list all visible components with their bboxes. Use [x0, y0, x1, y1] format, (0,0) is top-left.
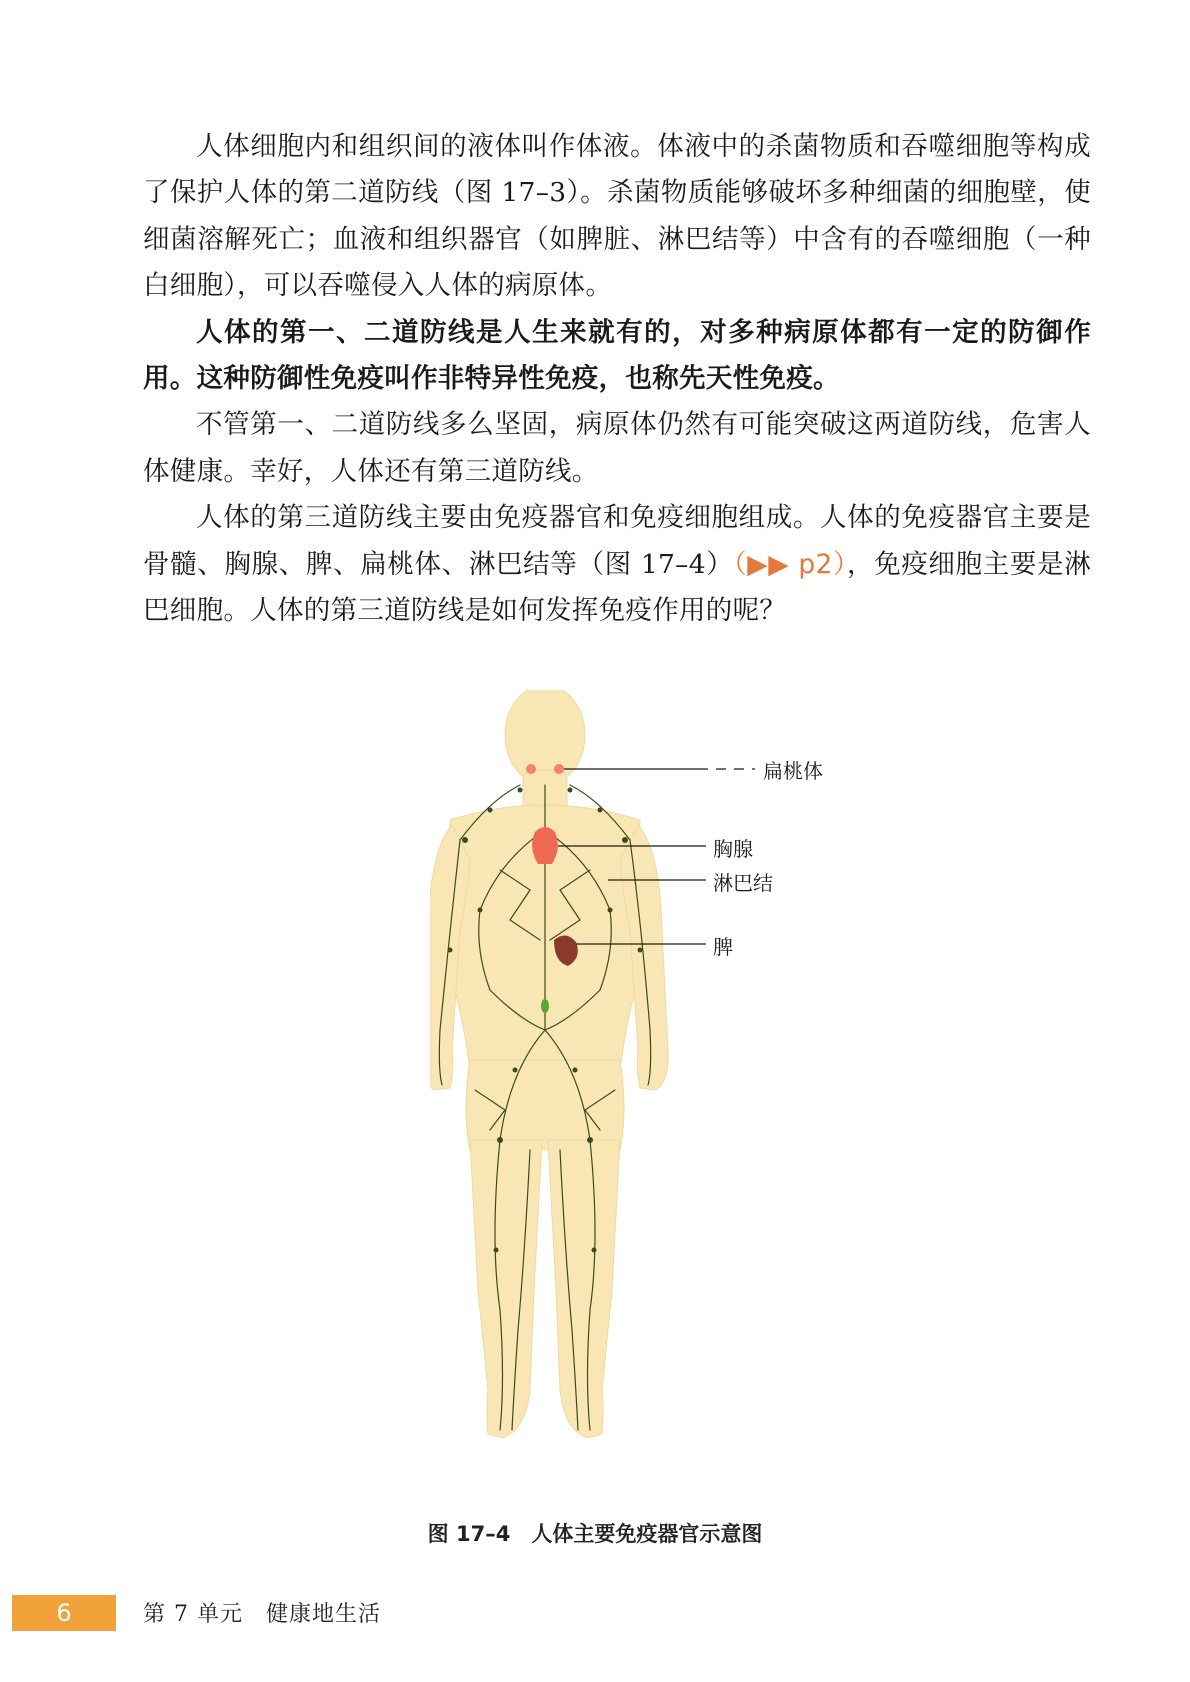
human-body-illustration — [430, 690, 850, 1490]
label-tonsil: 扁桃体 — [763, 759, 823, 783]
paragraph-4-after: ，免疫细胞主要是淋巴细胞。人体的第三道防线是如何发挥免疫作用的呢？ — [143, 548, 1091, 627]
paragraph-3: 不管第一、二道防线多么坚固，病原体仍然有可能突破这两道防线，危害人体健康。幸好，人体还有第三道防线。 — [143, 409, 1091, 487]
page-number: 6 — [56, 1599, 72, 1627]
body-silhouette — [430, 690, 668, 1438]
paragraph-4 — [143, 495, 1091, 634]
unit-title: 第 7 单元 健康地生活 — [143, 1602, 381, 1627]
body-text — [143, 124, 1091, 634]
lymph-node-green — [541, 999, 549, 1013]
label-thymus: 胸腺 — [713, 837, 753, 861]
paragraph-2: 人体的第一、二道防线是人生来就有的，对多种病原体都有一定的防御作用。这种防御性免疫叫作非特异性免疫，也称先天性免疫。 — [143, 316, 1091, 395]
figure-caption: 图 17–4 人体主要免疫器官示意图 — [427, 1522, 763, 1546]
immune-organs-figure — [430, 690, 850, 1490]
page-reference-link[interactable]: （▶▶ p2） — [733, 548, 847, 580]
paragraph-1: 人体细胞内和组织间的液体叫作体液。体液中的杀菌物质和吞噬细胞等构成了保护人体的第二道防线（图 17–3）。杀菌物质能够破坏多种细菌的细胞壁，使细菌溶解死亡；血液和组织器官（如脾脏、淋巴结等）中含有的吞噬细胞（一种白细胞），可以吞噬侵入人体的病原体。 — [143, 131, 1091, 302]
label-lymph-node: 淋巴结 — [713, 871, 773, 895]
label-spleen: 脾 — [713, 935, 733, 959]
thymus — [532, 827, 558, 864]
paragraph-4-before: 人体的第三道防线主要由免疫器官和免疫细胞组成。人体的免疫器官主要是骨髓、胸腺、脾、扁桃体、淋巴结等（图 17–4） — [143, 502, 1091, 580]
